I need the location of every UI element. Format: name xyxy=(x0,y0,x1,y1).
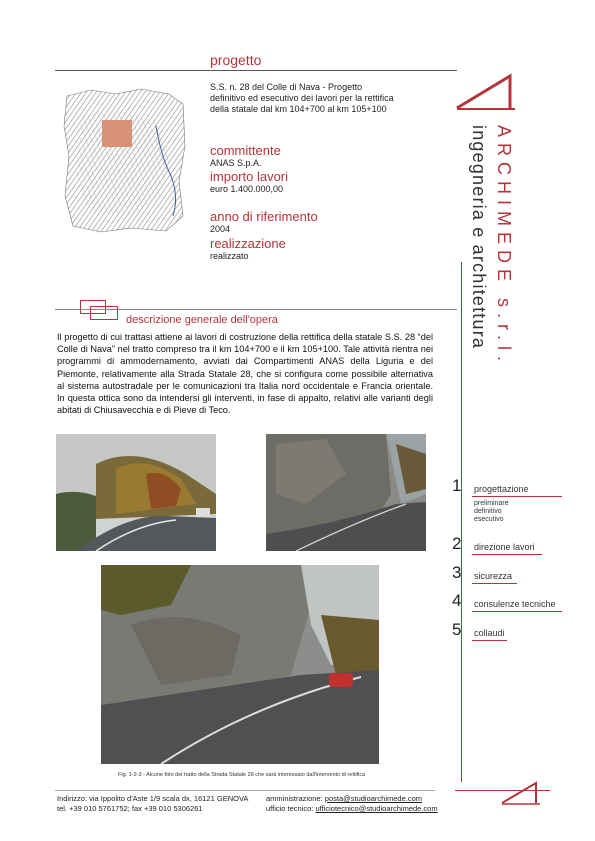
nav-underline xyxy=(472,496,562,497)
photo-road-3 xyxy=(101,565,379,764)
footer-admin xyxy=(266,794,422,804)
nav-label[interactable]: progettazione xyxy=(474,484,529,494)
nav-underline xyxy=(472,554,542,555)
nav-underline xyxy=(472,611,562,612)
brand-tagline: ingegneria e architettura xyxy=(469,125,489,350)
project-heading: progetto xyxy=(210,52,262,68)
footer-red-rule xyxy=(455,790,550,791)
footer-phone: tel. +39 010 5761752; fax +39 010 5306261 xyxy=(57,804,203,813)
section-icon xyxy=(80,300,118,320)
footer-address: Indirizzo: via Ippolito d'Aste 1/9 scala dx, 16121 GENOVA xyxy=(57,794,249,803)
client-label: committente xyxy=(210,143,281,158)
nav-item-sicurezza[interactable] xyxy=(452,563,513,583)
nav-label[interactable]: consulenze tecniche xyxy=(474,599,556,609)
nav-number: 1 xyxy=(452,476,462,495)
nav-label[interactable]: sicurezza xyxy=(474,571,513,581)
footer-tech-email[interactable]: ufficiotecnico@studioarchimede.com xyxy=(315,804,438,813)
nav-number: 5 xyxy=(452,620,462,639)
nav-label[interactable]: direzione lavori xyxy=(474,542,535,552)
archimede-logo-icon xyxy=(455,72,517,112)
nav-item-progettazione[interactable] xyxy=(452,476,529,496)
brand-name: ARCHIMEDE s.r.l. xyxy=(494,125,514,368)
status-value: realizzato xyxy=(210,251,249,261)
nav-sub-esecutivo[interactable]: esecutivo xyxy=(474,516,504,523)
nav-number: 3 xyxy=(452,563,462,582)
footer-logo-icon xyxy=(500,780,542,806)
footer-tech-label: ufficio tecnico: xyxy=(266,804,314,813)
header-rule xyxy=(55,70,457,71)
section-paragraph: Il progetto di cui trattasi attiene ai lavori di costruzione della rettifica della statale S.S. 28 “del Colle di Nava” nel tratto compreso tra il km 104+700 e il km 105+100. Tale attività rientra nei programmi di ammodernamento, avviati dai Compartimenti ANAS della Liguria e del Piemonte, relativamente alla Strada Statale 28, che si configura come possibile alternativa al sistema autostradale per le comunicazioni tra Italia nord occidentale e Francia orientale. In questa ottica sono da intendersi gli interventi, in fase di appalto, relativi alle varianti degli abitati di Chiusavecchia e di Pieve di Teco. xyxy=(57,332,433,416)
nav-item-collaudi[interactable] xyxy=(452,620,505,640)
location-map xyxy=(61,86,189,236)
nav-sub-definitivo[interactable]: definitivo xyxy=(474,508,502,515)
footer-admin-label: amministrazione: xyxy=(266,794,323,803)
year-value: 2004 xyxy=(210,224,231,234)
footer-tech xyxy=(266,804,438,814)
nav-vertical-line xyxy=(461,262,462,782)
amount-label: importo lavori xyxy=(210,169,289,184)
photo-road-1 xyxy=(56,434,216,551)
footer-admin-email[interactable]: posta@studioarchimede.com xyxy=(324,794,423,803)
footer-rule xyxy=(55,790,435,791)
photo-road-2 xyxy=(266,434,426,551)
nav-item-consulenze-tecniche[interactable] xyxy=(452,591,556,611)
map-highlight-area xyxy=(102,120,132,147)
nav-item-direzione-lavori[interactable] xyxy=(452,534,535,554)
amount-value: euro 1.400.000,00 xyxy=(210,184,284,194)
nav-sub-preliminare[interactable]: preliminare xyxy=(474,500,509,507)
status-label: realizzazione xyxy=(210,236,286,251)
nav-number: 2 xyxy=(452,534,462,553)
section-title: descrizione generale dell'opera xyxy=(126,314,278,326)
nav-number: 4 xyxy=(452,591,462,610)
project-description: S.S. n. 28 del Colle di Nava - Progetto definitivo ed esecutivo dei lavori per la rettifica della statale dal km 104+700 al km 105+100 xyxy=(210,82,394,114)
nav-label[interactable]: collaudi xyxy=(474,628,505,638)
map-graphic xyxy=(61,86,189,236)
nav-underline xyxy=(472,640,507,641)
year-label: anno di riferimento xyxy=(210,209,318,224)
client-value: ANAS S.p.A. xyxy=(210,158,262,168)
nav-underline xyxy=(472,583,517,584)
photo-caption: Fig. 1-2-3 - Alcune foto del tratto della Strada Statale 28 che sarà interessato dall'intervento di rettifica xyxy=(118,772,366,778)
section-rule xyxy=(55,309,457,310)
